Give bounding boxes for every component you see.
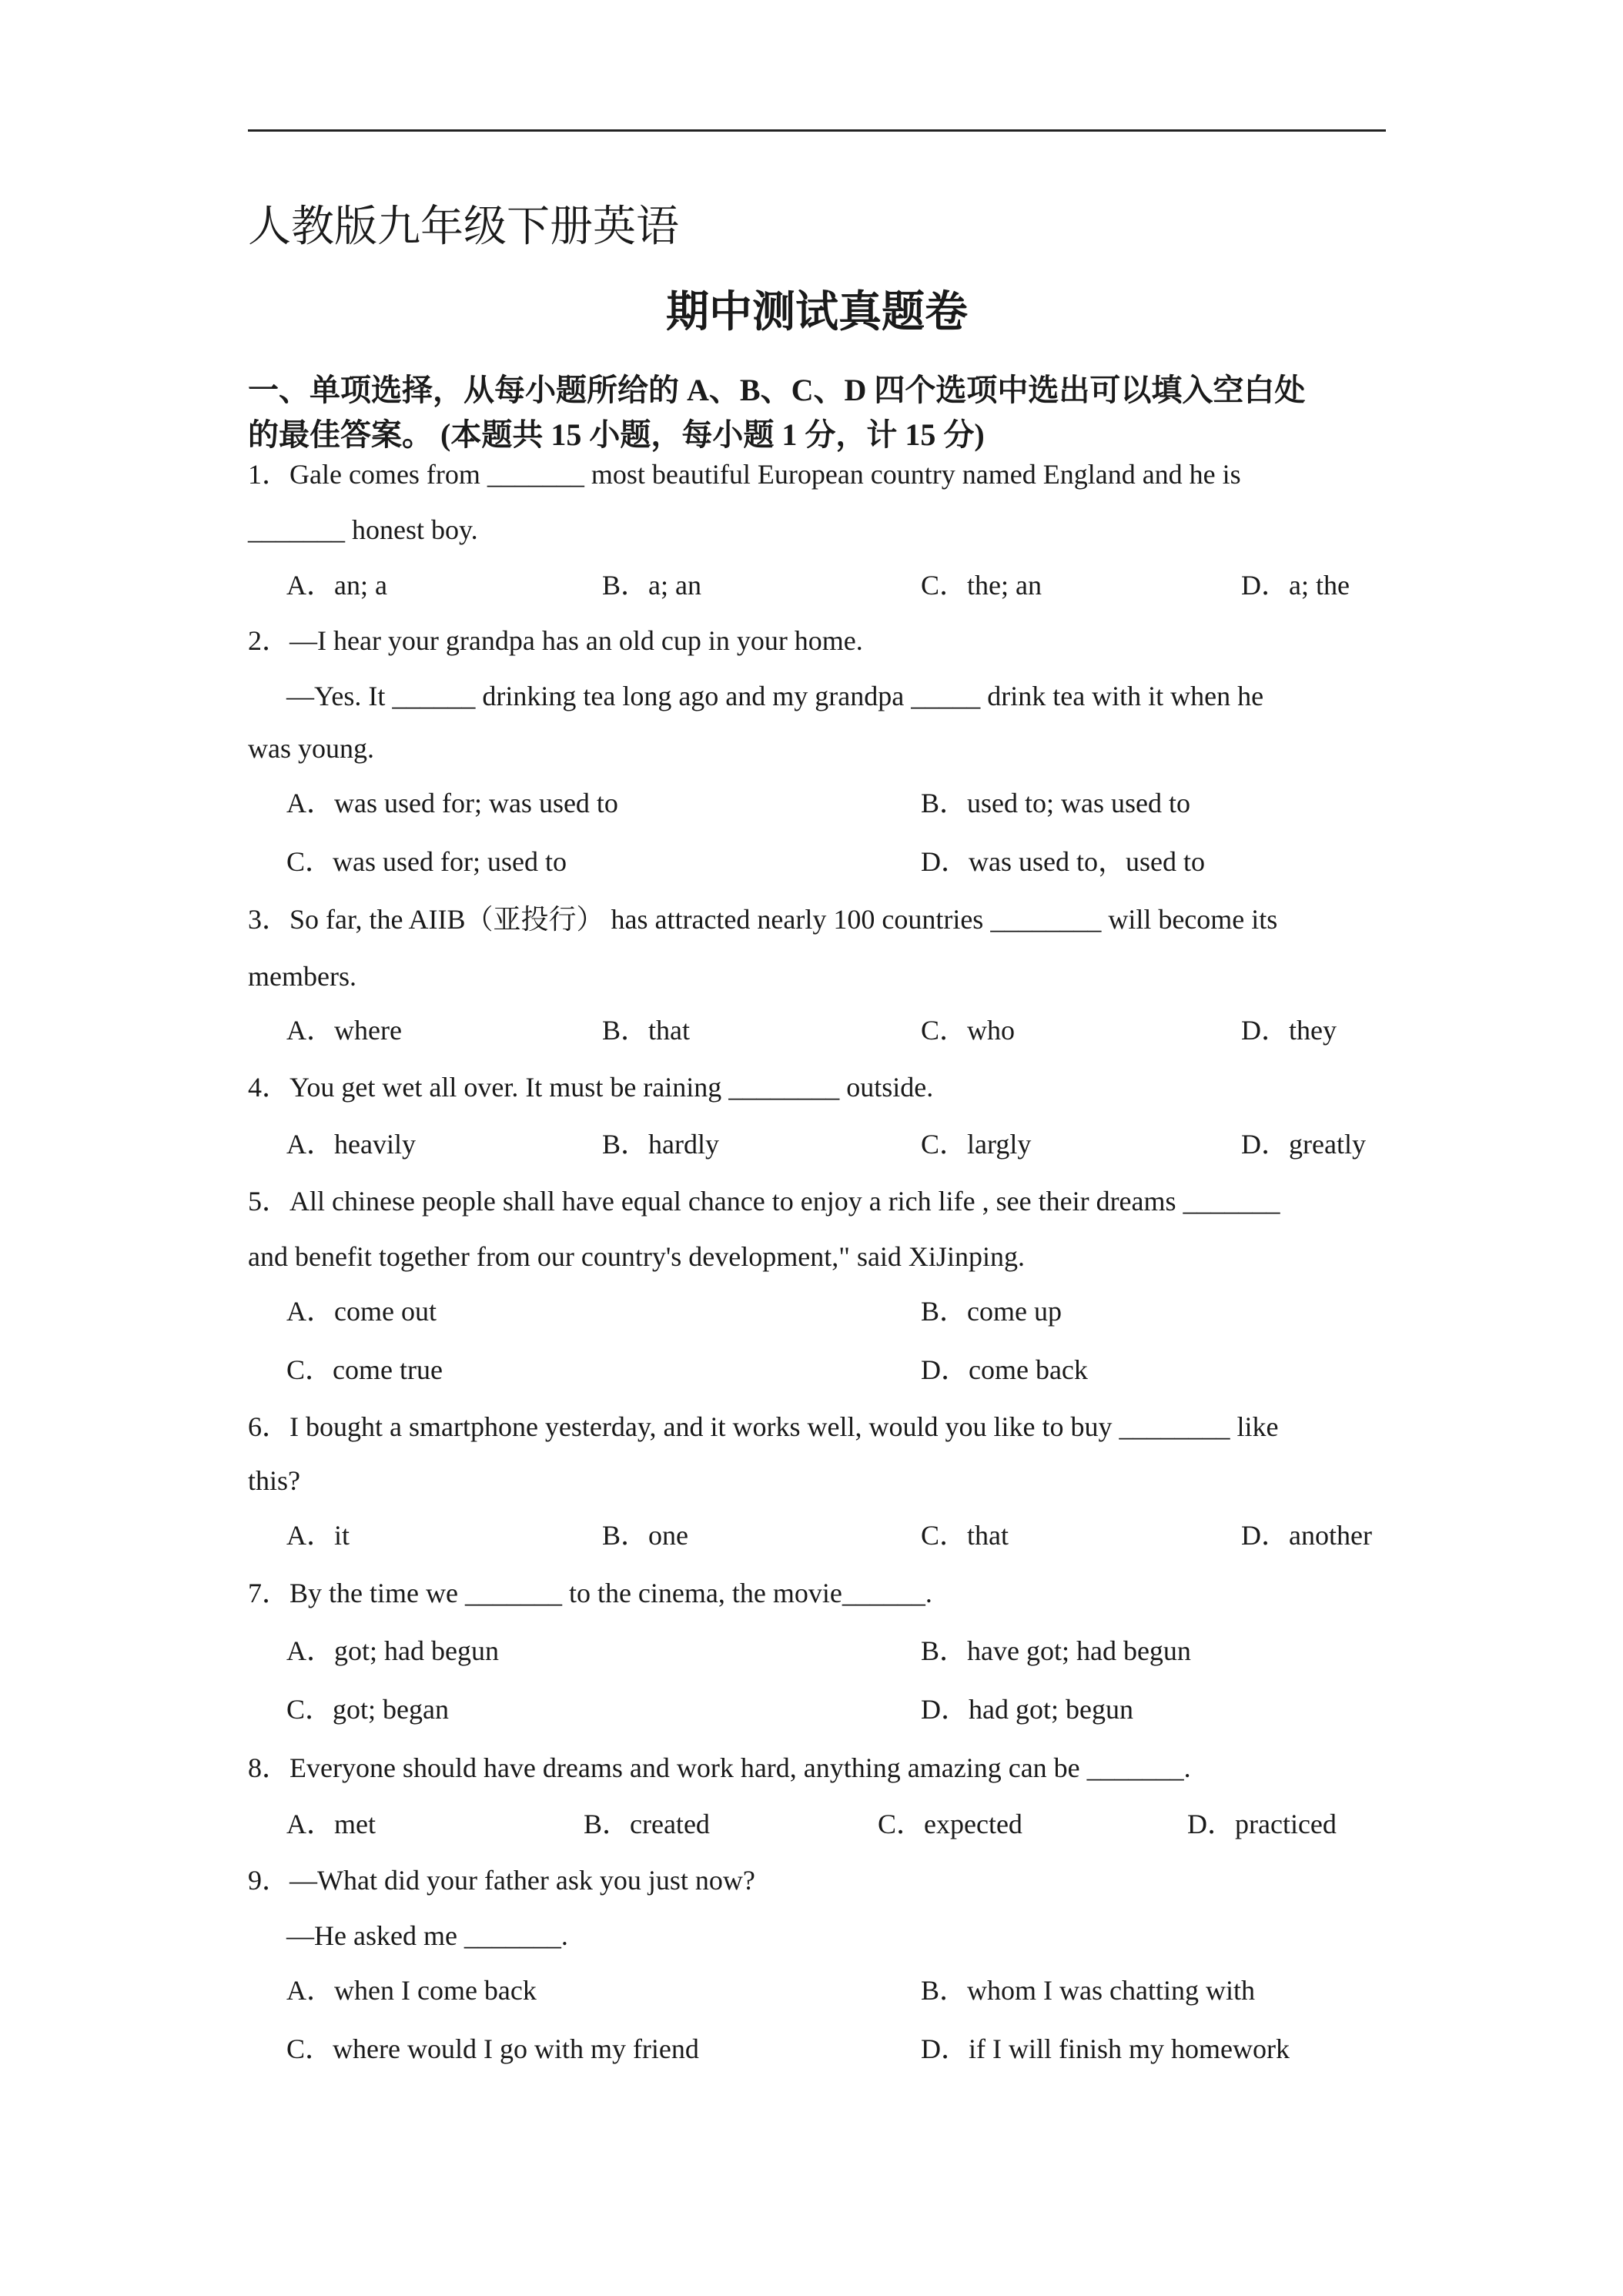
question-2-option-d: D．was used to，used to	[921, 846, 1205, 877]
question-2-line-3: was young.	[248, 733, 374, 764]
question-8-option-d: D．practiced	[1187, 1809, 1337, 1839]
section-heading-line2: 的最佳答案。 (本题共 15 小题，每小题 1 分，计 15 分)	[248, 417, 985, 452]
question-8-option-c: C．expected	[878, 1809, 1022, 1839]
question-7-option-a: A．got; had begun	[286, 1635, 499, 1666]
question-1-option-c: C．the; an	[921, 570, 1042, 601]
section-heading-line1: 一、单项选择，从每小题所给的 A、B、C、D 四个选项中选出可以填入空白处	[248, 373, 1306, 407]
question-3-option-d: D．they	[1241, 1015, 1337, 1046]
question-2-line-1: 2．—I hear your grandpa has an old cup in your home.	[248, 625, 863, 656]
section-heading	[248, 368, 1387, 457]
question-5-line-2: and benefit together from our country's development," said XiJinping.	[248, 1241, 1025, 1272]
question-7-option-d: D．had got; begun	[921, 1694, 1133, 1725]
question-5-line-1: 5．All chinese people shall have equal chance to enjoy a rich life , see their dreams _______	[248, 1186, 1280, 1217]
question-1-option-d: D．a; the	[1241, 570, 1350, 601]
question-5-option-a: A．come out	[286, 1296, 437, 1327]
question-6-line-1: 6．I bought a smartphone yesterday, and it works well, would you like to buy ________ like	[248, 1411, 1279, 1442]
question-9-option-c: C．where would I go with my friend	[286, 2033, 699, 2064]
question-2-line-2: —Yes. It ______ drinking tea long ago and my grandpa _____ drink tea with it when he	[286, 681, 1264, 711]
question-2-option-a: A．was used for; was used to	[286, 788, 618, 818]
question-9-line-1: 9．—What did your father ask you just now?	[248, 1865, 755, 1896]
document-subtitle: 期中测试真题卷	[666, 289, 968, 336]
document-title: 人教版九年级下册英语	[248, 203, 679, 251]
question-3-line-1: 3．So far, the AIIB（亚投行） has attracted nearly 100 countries ________ will become its	[248, 904, 1278, 935]
question-9-option-d: D．if I will finish my homework	[921, 2033, 1290, 2064]
question-3-option-c: C．who	[921, 1015, 1016, 1046]
question-9-option-b: B．whom I was chatting with	[921, 1975, 1255, 2006]
question-9-option-a: A．when I come back	[286, 1975, 537, 2006]
question-7-line-1: 7．By the time we _______ to the cinema, the movie______.	[248, 1578, 932, 1608]
question-3-option-b: B．that	[602, 1015, 690, 1046]
question-9-line-2: —He asked me _______.	[286, 1920, 568, 1951]
question-5-option-b: B．come up	[921, 1296, 1062, 1327]
question-7-option-c: C．got; began	[286, 1694, 449, 1725]
question-5-option-c: C．come true	[286, 1354, 443, 1385]
question-3-line-2: members.	[248, 961, 356, 992]
question-1-line-2: _______ honest boy.	[248, 514, 478, 545]
header-rule	[248, 129, 1386, 132]
question-4-line-1: 4．You get wet all over. It must be raining ________ outside.	[248, 1072, 934, 1103]
question-6-option-b: B．one	[602, 1520, 688, 1551]
question-3-option-a: A．where	[286, 1015, 402, 1046]
question-6-line-2: this?	[248, 1465, 300, 1496]
question-7-option-b: B．have got; had begun	[921, 1635, 1191, 1666]
question-8-line-1: 8．Everyone should have dreams and work hard, anything amazing can be _______.	[248, 1752, 1191, 1783]
question-5-option-d: D．come back	[921, 1354, 1088, 1385]
question-6-option-a: A．it	[286, 1520, 350, 1551]
question-4-option-c: C．largly	[921, 1129, 1032, 1160]
question-4-option-a: A．heavily	[286, 1129, 416, 1160]
question-6-option-c: C．that	[921, 1520, 1009, 1551]
question-4-option-d: D．greatly	[1241, 1129, 1366, 1160]
question-2-option-c: C．was used for; used to	[286, 846, 567, 877]
question-8-option-a: A．met	[286, 1809, 376, 1839]
question-2-option-b: B．used to; was used to	[921, 788, 1190, 818]
question-6-option-d: D．another	[1241, 1520, 1372, 1551]
question-4-option-b: B．hardly	[602, 1129, 719, 1160]
question-1-option-b: B．a; an	[602, 570, 701, 601]
question-1-option-a: A．an; a	[286, 570, 387, 601]
question-1-line-1: 1．Gale comes from _______ most beautiful European country named England and he is	[248, 459, 1241, 490]
question-8-option-b: B．created	[584, 1809, 710, 1839]
